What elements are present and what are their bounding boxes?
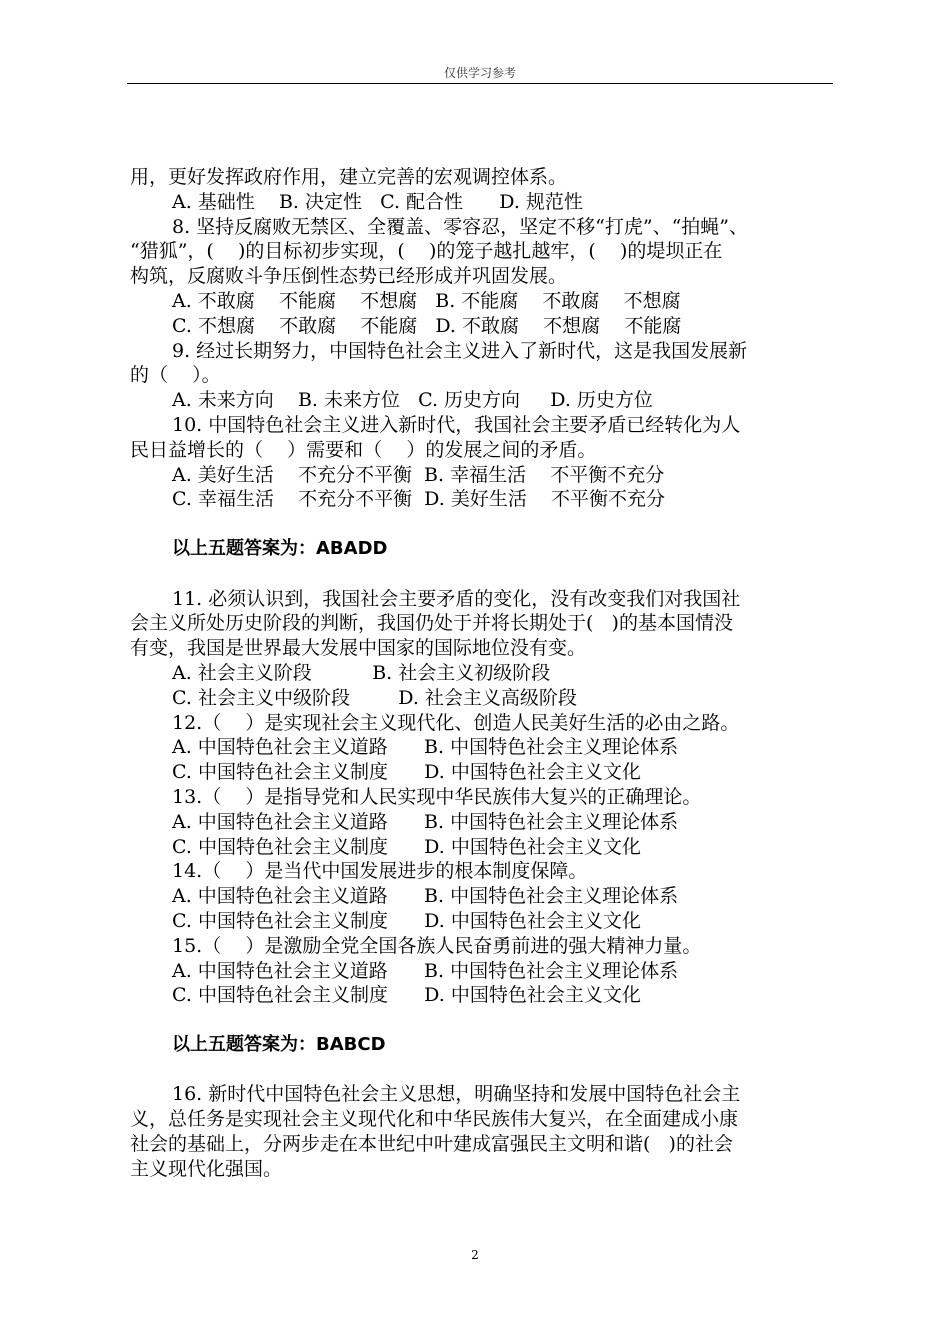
text-line: 13.（ ）是指导党和人民实现中华民族伟大复兴的正确理论。: [172, 785, 702, 808]
paragraph-gap: [130, 1008, 836, 1033]
text-line: A. 基础性 B. 决定性 C. 配合性 D. 规范性: [172, 190, 583, 213]
text-line: A. 中国特色社会主义道路 B. 中国特色社会主义理论体系: [172, 810, 679, 833]
page-number: 2: [471, 1248, 479, 1262]
text-line: 构筑，反腐败斗争压倒性态势已经形成并巩固发展。: [130, 265, 568, 288]
text-line: 15.（ ）是激励全党全国各族人民奋勇前进的强大精神力量。: [172, 934, 702, 957]
text-line: 用，更好发挥政府作用，建立完善的宏观调控体系。: [130, 166, 568, 188]
text-line: A. 中国特色社会主义道路 B. 中国特色社会主义理论体系: [172, 885, 679, 908]
text-line: 的（ ）。: [130, 364, 221, 387]
text-line: 主义现代化强国。: [130, 1157, 283, 1180]
text-line: “猎狐”，( )的目标初步实现，( )的笼子越扎越牢，( )的堤坝正在: [130, 240, 723, 263]
text-line: A. 社会主义阶段 B. 社会主义初级阶段: [172, 661, 551, 684]
text-line: 11. 必须认识到，我国社会主要矛盾的变化，没有改变我们对我国社: [172, 587, 741, 610]
text-line: 16. 新时代中国特色社会主义思想，明确坚持和发展中国特色社会主: [172, 1083, 741, 1106]
text-line: 12.（ ）是实现社会主义现代化、创造人民美好生活的必由之路。: [172, 711, 740, 734]
text-line: C. 中国特色社会主义制度 D. 中国特色社会主义文化: [172, 835, 641, 858]
answer-key-line: 以上五题答案为：ABADD: [172, 537, 388, 559]
paragraph-gap: [130, 1058, 836, 1083]
text-line: C. 中国特色社会主义制度 D. 中国特色社会主义文化: [172, 909, 641, 932]
text-line: C. 中国特色社会主义制度 D. 中国特色社会主义文化: [172, 761, 641, 784]
text-line: C. 中国特色社会主义制度 D. 中国特色社会主义文化: [172, 984, 641, 1007]
text-line: 民日益增长的（ ）需要和（ ）的发展之间的矛盾。: [130, 438, 597, 461]
text-line: C. 幸福生活 不充分不平衡 D. 美好生活 不平衡不充分: [172, 488, 665, 511]
text-line: 10. 中国特色社会主义进入新时代，我国社会主要矛盾已经转化为人: [172, 413, 741, 436]
text-line: 8. 坚持反腐败无禁区、全覆盖、零容忍，坚定不移“打虎”、“拍蝇”、: [172, 215, 749, 238]
text-line: A. 中国特色社会主义道路 B. 中国特色社会主义理论体系: [172, 959, 679, 982]
text-line: 社会的基础上，分两步走在本世纪中叶建成富强民主文明和谐( )的社会: [130, 1133, 733, 1156]
text-line: 9. 经过长期努力，中国特色社会主义进入了新时代，这是我国发展新: [172, 339, 748, 362]
document-body: [130, 165, 836, 1182]
text-line: 有变，我国是世界最大发展中国家的国际地位没有变。: [130, 637, 587, 660]
text-line: C. 不想腐 不敢腐 不能腐 D. 不敢腐 不想腐 不能腐: [172, 314, 682, 337]
text-line: 义，总任务是实现社会主义现代化和中华民族伟大复兴，在全面建成小康: [130, 1108, 739, 1131]
header-rule: [127, 83, 833, 84]
paragraph-gap: [130, 512, 836, 537]
text-line: 会主义所处历史阶段的判断，我国仍处于并将长期处于( )的基本国情没: [130, 612, 733, 635]
text-line: 14.（ ）是当代中国发展进步的根本制度保障。: [172, 860, 588, 883]
text-line: A. 未来方向 B. 未来方位 C. 历史方向 D. 历史方位: [172, 389, 653, 412]
text-line: A. 美好生活 不充分不平衡 B. 幸福生活 不平衡不充分: [172, 463, 665, 486]
text-line: A. 中国特色社会主义道路 B. 中国特色社会主义理论体系: [172, 736, 679, 759]
text-line: C. 社会主义中级阶段 D. 社会主义高级阶段: [172, 686, 577, 709]
paragraph-gap: [130, 562, 836, 587]
text-line: A. 不敢腐 不能腐 不想腐 B. 不能腐 不敢腐 不想腐: [172, 289, 681, 312]
page-header: 仅供学习参考: [443, 66, 516, 80]
answer-key-line: 以上五题答案为：BABCD: [172, 1033, 386, 1055]
